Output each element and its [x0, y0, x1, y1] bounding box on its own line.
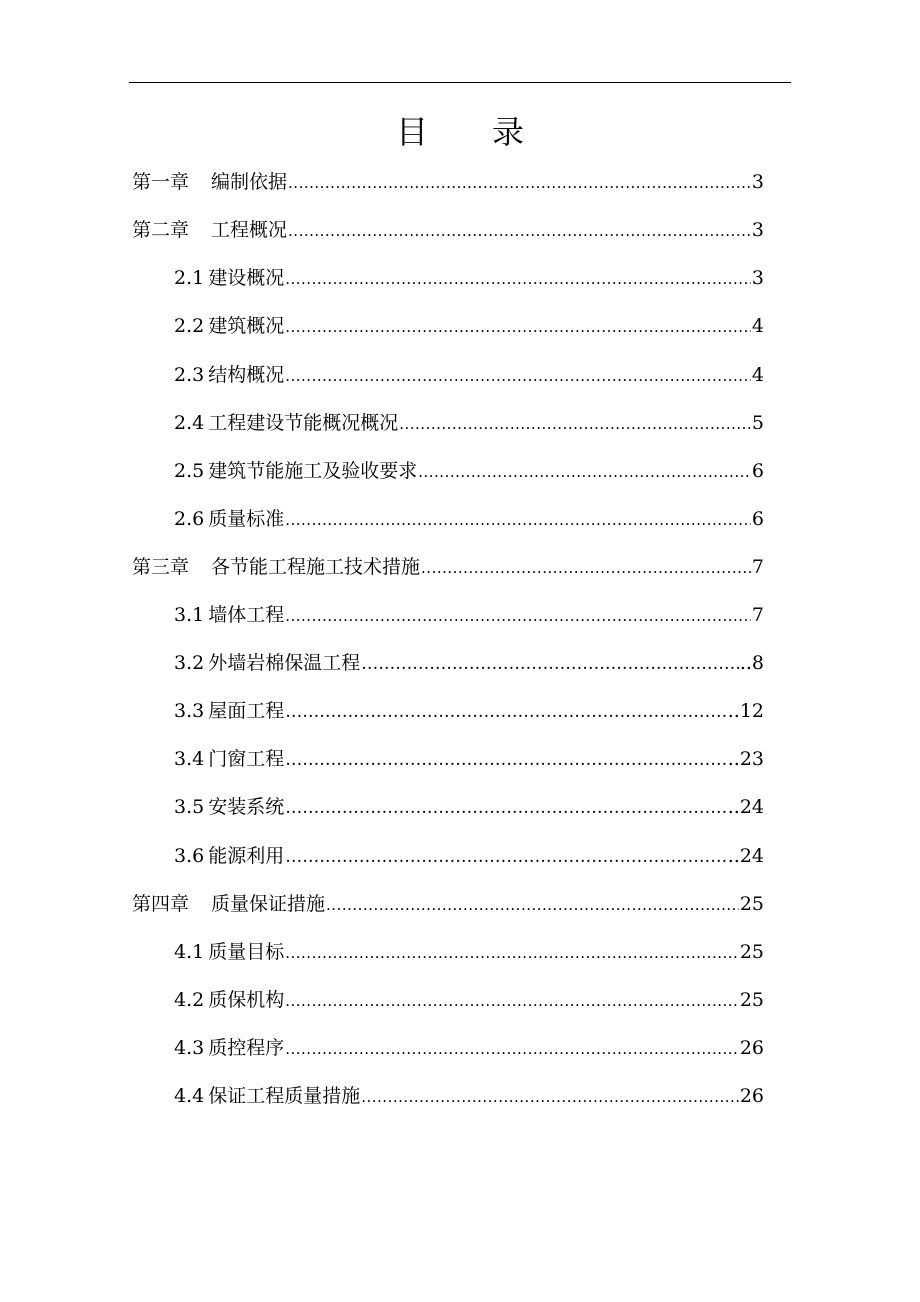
- toc-leader-dots: [399, 410, 751, 438]
- toc-entry[interactable]: [174, 457, 764, 485]
- toc-leader-dots: [326, 891, 739, 919]
- toc-entry[interactable]: [174, 264, 764, 292]
- toc-leader-dots: [285, 1035, 739, 1063]
- toc-leader-dots: [288, 217, 751, 245]
- toc-entry[interactable]: [174, 601, 764, 629]
- header-rule: [129, 82, 791, 83]
- toc-entry-text: 建筑概况: [208, 315, 285, 337]
- toc-leader-ellipsis: [285, 843, 727, 871]
- toc-entry-text: 工程建设节能概况概况: [208, 412, 399, 434]
- toc-entry-page: 26: [739, 1085, 764, 1107]
- toc-entry-number: 4.4: [174, 1085, 205, 1107]
- toc-entry-page: 25: [739, 989, 764, 1011]
- toc-entry-text: 各节能工程施工技术措施: [211, 556, 421, 578]
- toc-entry-page: 25: [739, 941, 764, 963]
- toc-entry-number: 第一章: [132, 171, 190, 193]
- toc-entry-page: 5: [751, 412, 764, 434]
- toc-entry[interactable]: [174, 649, 764, 677]
- toc-entry-text: 工程概况: [211, 219, 288, 241]
- toc-title-char-1: 目: [395, 113, 428, 151]
- toc-entry-page: ..12: [727, 700, 764, 722]
- toc-leader-dots: [285, 506, 751, 534]
- toc-entry-text: 能源利用: [208, 845, 285, 867]
- toc-entry[interactable]: [174, 697, 764, 725]
- toc-entry-text: 质量标准: [208, 508, 285, 530]
- toc-entry-page: 7: [751, 556, 764, 578]
- toc-entry-text: 编制依据: [211, 171, 288, 193]
- toc-leader-ellipsis: [285, 794, 727, 822]
- toc-entry-text: 质保机构: [208, 989, 285, 1011]
- toc-entry-text: 外墙岩棉保温工程: [208, 652, 361, 674]
- toc-entry-text: 质量保证措施: [211, 893, 326, 915]
- toc-leader-dots: [285, 939, 739, 967]
- toc-entry-text: 建筑节能施工及验收要求: [208, 460, 418, 482]
- toc-entry[interactable]: [174, 938, 764, 966]
- toc-entry-page: 3: [751, 267, 764, 289]
- toc-entry-page: ..8: [739, 652, 764, 674]
- toc-leader-dots: [285, 265, 751, 293]
- toc-leader-ellipsis: [285, 698, 727, 726]
- toc-entry-text: 质量目标: [208, 941, 285, 963]
- toc-entry-number: 4.3: [174, 1037, 205, 1059]
- toc-entry[interactable]: [132, 553, 764, 581]
- toc-entry-number: 2.6: [174, 508, 205, 530]
- toc-entry[interactable]: [132, 168, 764, 196]
- toc-entry-page: 7: [751, 604, 764, 626]
- toc-entry-number: 2.2: [174, 315, 205, 337]
- toc-entry-page: 25: [739, 893, 764, 915]
- toc-entry-number: 3.4: [174, 748, 205, 770]
- toc-leader-dots: [288, 169, 751, 197]
- toc-entry-number: 4.1: [174, 941, 205, 963]
- toc-entry[interactable]: [132, 890, 764, 918]
- toc-entry-number: 2.3: [174, 364, 205, 386]
- toc-entry-number: 3.1: [174, 604, 205, 626]
- toc-leader-dots: [285, 362, 751, 390]
- toc-entry-text: 结构概况: [208, 364, 285, 386]
- toc-entry-number: 4.2: [174, 989, 205, 1011]
- toc-entry-text: 屋面工程: [208, 700, 285, 722]
- toc-entry-text: 建设概况: [208, 267, 285, 289]
- toc-entry-page: 3: [751, 219, 764, 241]
- toc-entry[interactable]: [174, 1082, 764, 1110]
- toc-entry-page: ..23: [727, 748, 764, 770]
- toc-entry-page: 3: [751, 171, 764, 193]
- toc-entry-page: 26: [739, 1037, 764, 1059]
- toc-entry[interactable]: [132, 216, 764, 244]
- toc-entry[interactable]: [174, 842, 764, 870]
- toc-leader-dots: [421, 554, 751, 582]
- toc-leader-dots: [361, 1083, 739, 1111]
- toc-title: [0, 110, 920, 154]
- toc-title-char-2: 录: [492, 113, 525, 151]
- toc-entry-number: 3.3: [174, 700, 205, 722]
- toc-entry-text: 安装系统: [208, 796, 285, 818]
- toc-entry-page: 6: [751, 508, 764, 530]
- toc-leader-dots: [285, 602, 751, 630]
- toc-entry[interactable]: [174, 312, 764, 340]
- toc-entry-text: 墙体工程: [208, 604, 285, 626]
- toc-leader-ellipsis: [361, 650, 739, 678]
- toc-entry-number: 第四章: [132, 893, 190, 915]
- toc-entry-number: 2.1: [174, 267, 205, 289]
- toc-entry[interactable]: [174, 505, 764, 533]
- toc-entry-number: 2.4: [174, 412, 205, 434]
- toc-entry-page: 6: [751, 460, 764, 482]
- toc-leader-ellipsis: [285, 746, 727, 774]
- toc-entry-text: 门窗工程: [208, 748, 285, 770]
- toc-entry[interactable]: [174, 745, 764, 773]
- toc-entry-number: 第三章: [132, 556, 190, 578]
- toc-entry-page: ..24: [727, 796, 764, 818]
- toc-entry[interactable]: [174, 409, 764, 437]
- toc-leader-dots: [285, 313, 751, 341]
- toc-entry[interactable]: [174, 361, 764, 389]
- toc-entry-number: 第二章: [132, 219, 190, 241]
- toc-leader-dots: [418, 458, 751, 486]
- toc-entry-number: 3.5: [174, 796, 205, 818]
- toc-leader-dots: [285, 987, 739, 1015]
- toc-entry[interactable]: [174, 1034, 764, 1062]
- toc-entry-page: ..24: [727, 845, 764, 867]
- toc-entry[interactable]: [174, 986, 764, 1014]
- toc-entry[interactable]: [174, 793, 764, 821]
- toc-entry-text: 质控程序: [208, 1037, 285, 1059]
- toc-entry-page: 4: [751, 315, 764, 337]
- toc-entry-number: 2.5: [174, 460, 205, 482]
- toc-entry-text: 保证工程质量措施: [208, 1085, 361, 1107]
- toc-entry-number: 3.2: [174, 652, 205, 674]
- toc-entry-page: 4: [751, 364, 764, 386]
- toc-entry-number: 3.6: [174, 845, 205, 867]
